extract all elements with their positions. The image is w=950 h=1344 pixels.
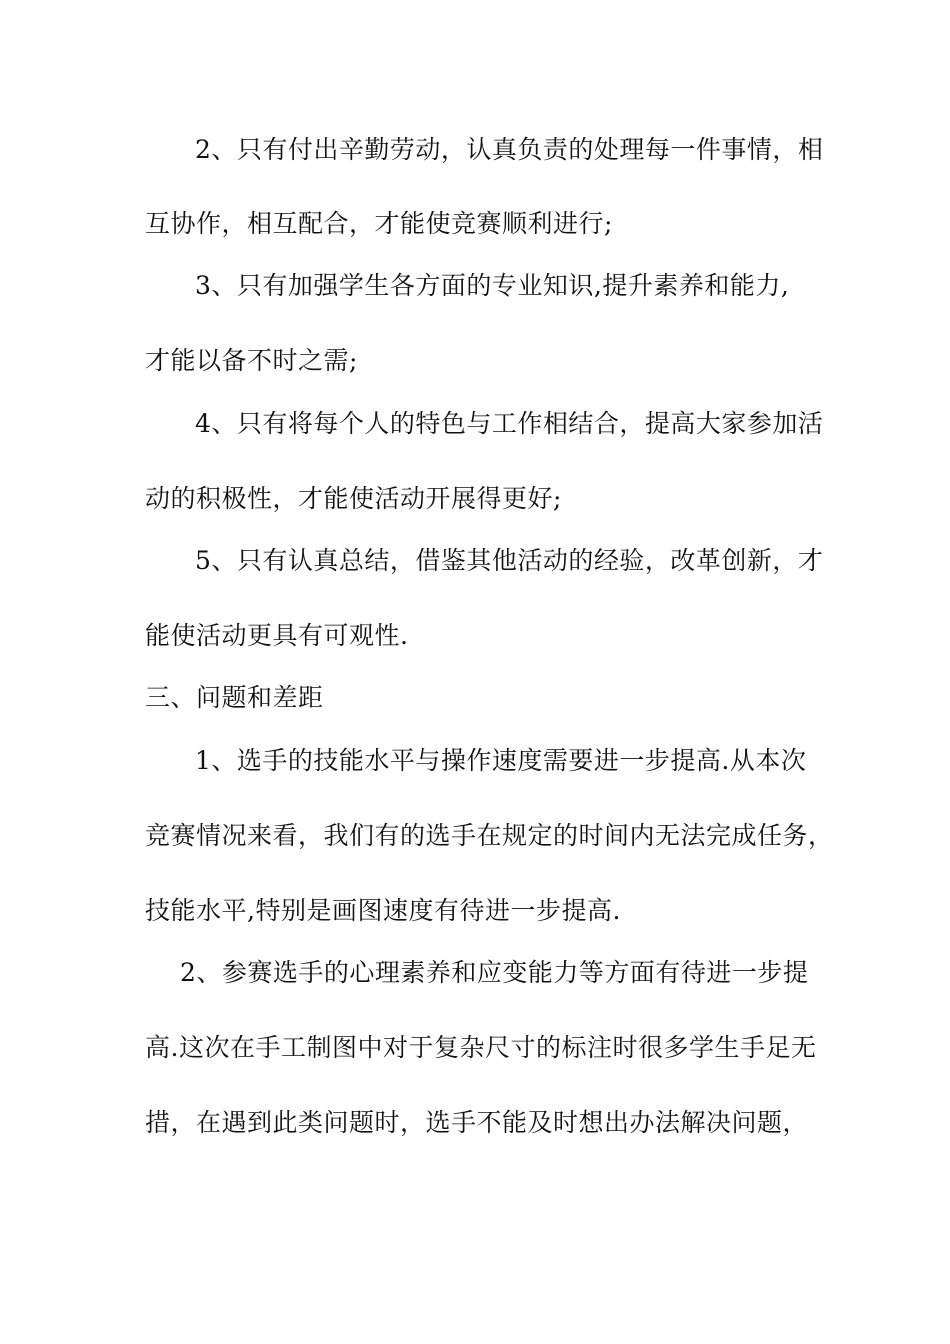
paragraph-line: 技能水平,特别是画图速度有待进一步提高.: [145, 896, 621, 925]
paragraph-line: 1、选手的技能水平与操作速度需要进一步提高.从本次: [195, 746, 807, 775]
paragraph-line: 2、参赛选手的心理素养和应变能力等方面有待进一步提: [180, 958, 809, 987]
paragraph-line: 4、只有将每个人的特色与工作相结合，提高大家参加活: [195, 409, 824, 438]
paragraph-line: 3、只有加强学生各方面的专业知识,提升素养和能力,: [195, 271, 790, 300]
paragraph-line: 2、只有付出辛勤劳动，认真负责的处理每一件事情，相: [195, 135, 824, 164]
section-heading: 三、问题和差距: [145, 683, 324, 712]
paragraph-line: 高.这次在手工制图中对于复杂尺寸的标注时很多学生手足无: [145, 1033, 817, 1062]
paragraph-line: 互协作，相互配合，才能使竞赛顺利进行;: [145, 209, 613, 238]
paragraph-line: 才能以备不时之需;: [145, 346, 358, 375]
paragraph-line: 动的积极性，才能使活动开展得更好;: [145, 484, 562, 513]
paragraph-line: 竞赛情况来看，我们有的选手在规定的时间内无法完成任务，: [145, 821, 834, 850]
paragraph-line: 5、只有认真总结，借鉴其他活动的经验，改革创新，才: [195, 546, 824, 575]
paragraph-line: 措，在遇到此类问题时，选手不能及时想出办法解决问题，: [145, 1108, 809, 1137]
paragraph-line: 能使活动更具有可观性.: [145, 621, 409, 650]
